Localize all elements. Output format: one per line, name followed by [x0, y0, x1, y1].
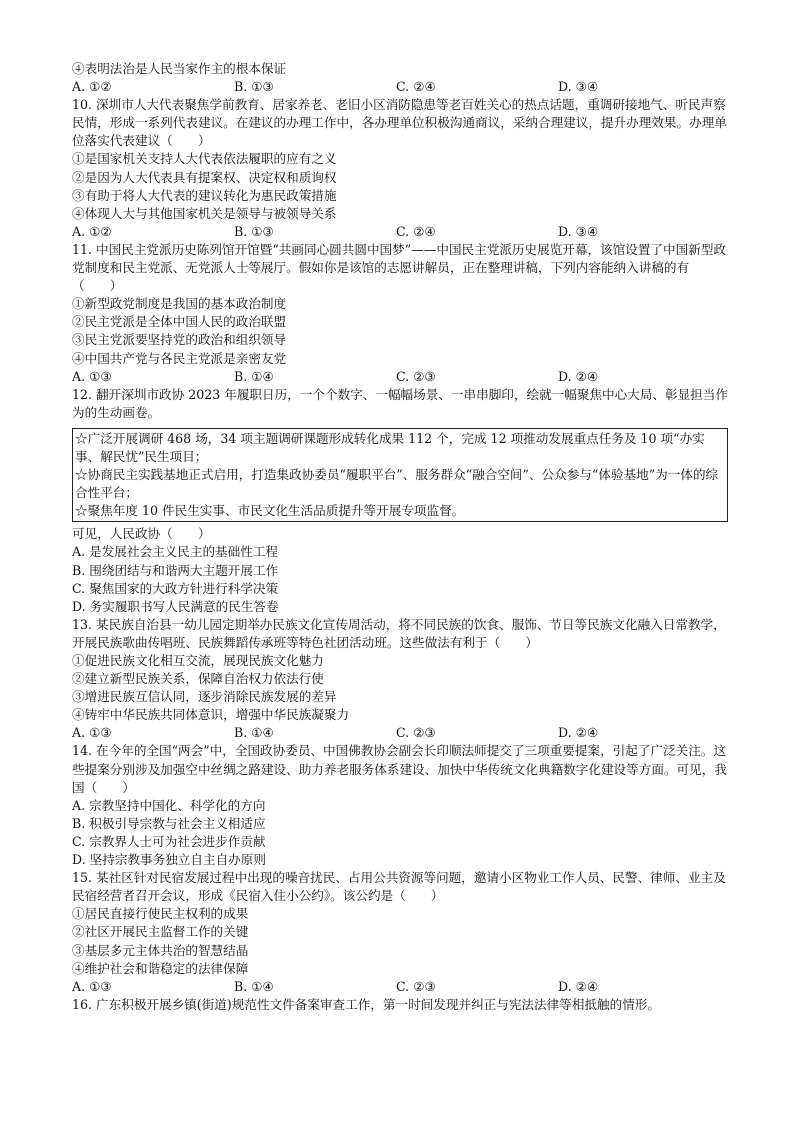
text-line: ①是国家机关支持人大代表依法履职的应有之义: [72, 151, 337, 167]
text-line: ④体现人大与其他国家机关是领导与被领导关系: [72, 205, 337, 221]
question-stem: 10. 深圳市人大代表聚焦学前教育、居家养老、老旧小区消防隐患等老百姓关心的热点话题，重调研接地气、听民声察民情，形成一系列代表建议。在建议的办理工作中，各办理单位积极沟通商议，采纳合理建议，提升办理效果。办理单位落实代表建议（ ）: [72, 97, 727, 149]
text-line: ①新型政党制度是我国的基本政治制度: [72, 296, 287, 312]
answer-option: B. ①③: [234, 223, 274, 239]
answer-options: [72, 978, 728, 996]
answer-options: [72, 368, 728, 386]
answer-option: D. ③④: [558, 79, 599, 95]
answer-options: [72, 223, 728, 241]
question-stem: 16. 广东积极开展乡镇(街道)规范性文件备案审查工作，第一时间发现并纠正与宪法法律等相抵触的情形。: [72, 996, 660, 1012]
text-line: ③民主党派要坚持党的政治和组织领导: [72, 332, 287, 348]
answer-option: C. ②③: [396, 368, 436, 384]
text-line: ③有助于将人大代表的建议转化为惠民政策措施: [72, 187, 337, 203]
answer-option: D. ③④: [558, 223, 599, 239]
text-line: ②社区开展民主监督工作的关键: [72, 924, 249, 940]
question-stem: 14. 在今年的全国“两会”中，全国政协委员、中国佛教协会副会长印顺法师提交了三项重要提案，引起了广泛关注。这些提案分别涉及加强空中丝绸之路建设、助力养老服务体系建设、加快中华传统文化典籍数字化建设等方面。可见，我国（ ）: [72, 743, 727, 795]
text-line: ①居民直接行使民主权利的成果: [72, 906, 249, 922]
text-line: A. 是发展社会主义民主的基础性工程: [72, 544, 279, 560]
text-line: ④维护社会和谐稳定的法律保障: [72, 960, 249, 976]
text-line: ①促进民族文化相互交流，展现民族文化魅力: [72, 653, 324, 668]
answer-option: A. ①③: [72, 978, 112, 994]
text-line: B. 围绕团结与和谐两大主题开展工作: [72, 562, 279, 578]
answer-option: B. ①④: [234, 725, 274, 741]
text-line: ④中国共产党与各民主党派是亲密友党: [72, 350, 287, 366]
question-stem: 12. 翻开深圳市政协 2023 年履职日历，一个个数字、一幅幅场景、一串串脚印，绘就一幅聚焦中心大局、彰显担当作为的生动画卷。: [72, 386, 728, 420]
text-line: B. 积极引导宗教与社会主义相适应: [72, 815, 266, 831]
answer-option: C. ②③: [396, 978, 436, 994]
text-line: ④铸牢中华民族共同体意识，增强中华民族凝聚力: [72, 707, 350, 723]
text-line: C. 聚焦国家的大政方针进行科学决策: [72, 580, 279, 596]
text-line: ②建立新型民族关系，保障自治权力依法行使: [72, 671, 324, 687]
text-line: ②民主党派是全体中国人民的政治联盟: [72, 314, 287, 330]
text-line: D. 务实履职书写人民满意的民生答卷: [72, 598, 279, 614]
answer-option: A. ①②: [72, 79, 112, 95]
answer-option: B. ①④: [234, 368, 274, 384]
answer-options: [72, 724, 728, 742]
text-line: ③基层多元主体共治的智慧结晶: [72, 942, 249, 958]
answer-option: D. ②④: [558, 368, 599, 384]
material-box: [72, 428, 728, 522]
question-stem: 15. 某社区针对民宿发展过程中出现的噪音扰民、占用公共资源等问题，邀请小区物业工作人员、民警、律师、业主及民宿经营者召开会议，形成《民宿入住小公约》。该公约是（ ）: [72, 870, 726, 904]
answer-option: B. ①④: [234, 978, 274, 994]
question-stem: 11. 中国民主党派历史陈列馆开馆暨“共画同心圆共圆中国梦”——中国民主党派历史展览开幕，该馆设置了中国新型政党制度和民主党派、无党派人士等展厅。假如你是该馆的志愿讲解员，正在整理讲稿，下列内容能纳入讲稿的有（ ）: [72, 241, 727, 294]
text-line: 可见，人民政协（ ）: [72, 526, 211, 542]
text-line: ④表明法治是人民当家作主的根本保证: [72, 61, 287, 76]
answer-option: C. ②④: [396, 79, 436, 95]
text-line: ③增进民族互信认同，逐步消除民族发展的差异: [72, 689, 337, 705]
answer-option: A. ①②: [72, 223, 112, 239]
text-line: ②是因为人大代表具有提案权、决定权和质询权: [72, 169, 337, 185]
answer-option: A. ①③: [72, 368, 112, 384]
material-item: ☆聚焦年度 10 件民生实事、市民文化生活品质提升等开展专项监督。: [75, 503, 465, 519]
text-line: D. 坚持宗教事务独立自主自办原则: [72, 852, 266, 868]
text-line: C. 宗教界人士可为社会进步作贡献: [72, 833, 266, 849]
answer-option: D. ②④: [558, 725, 599, 741]
material-item: ☆协商民主实践基地正式启用，打造集政协委员“履职平台”、服务群众“融合空间”、公众参与“体验基地”为一体的综合性平台；: [75, 467, 719, 501]
answer-options: [72, 78, 728, 96]
answer-option: B. ①③: [234, 79, 274, 95]
question-stem: 13. 某民族自治县一幼儿园定期举办民族文化宣传周活动，将不同民族的饮食、服饰、节日等民族文化融入日常教学，开展民族歌曲传唱班、民族舞蹈传承班等特色社团活动班。这些做法有利于（ ）: [72, 616, 726, 650]
answer-option: C. ②④: [396, 223, 436, 239]
answer-option: A. ①③: [72, 725, 112, 741]
answer-option: C. ②③: [396, 725, 436, 741]
exam-page: [72, 60, 728, 1014]
answer-option: D. ②④: [558, 978, 599, 994]
text-line: A. 宗教坚持中国化、科学化的方向: [72, 797, 266, 813]
material-item: ☆广泛开展调研 468 场，34 项主题调研课题形成转化成果 112 个，完成 12 项推动发展重点任务及 10 项“办实事、解民忧”民生项目；: [75, 430, 705, 464]
